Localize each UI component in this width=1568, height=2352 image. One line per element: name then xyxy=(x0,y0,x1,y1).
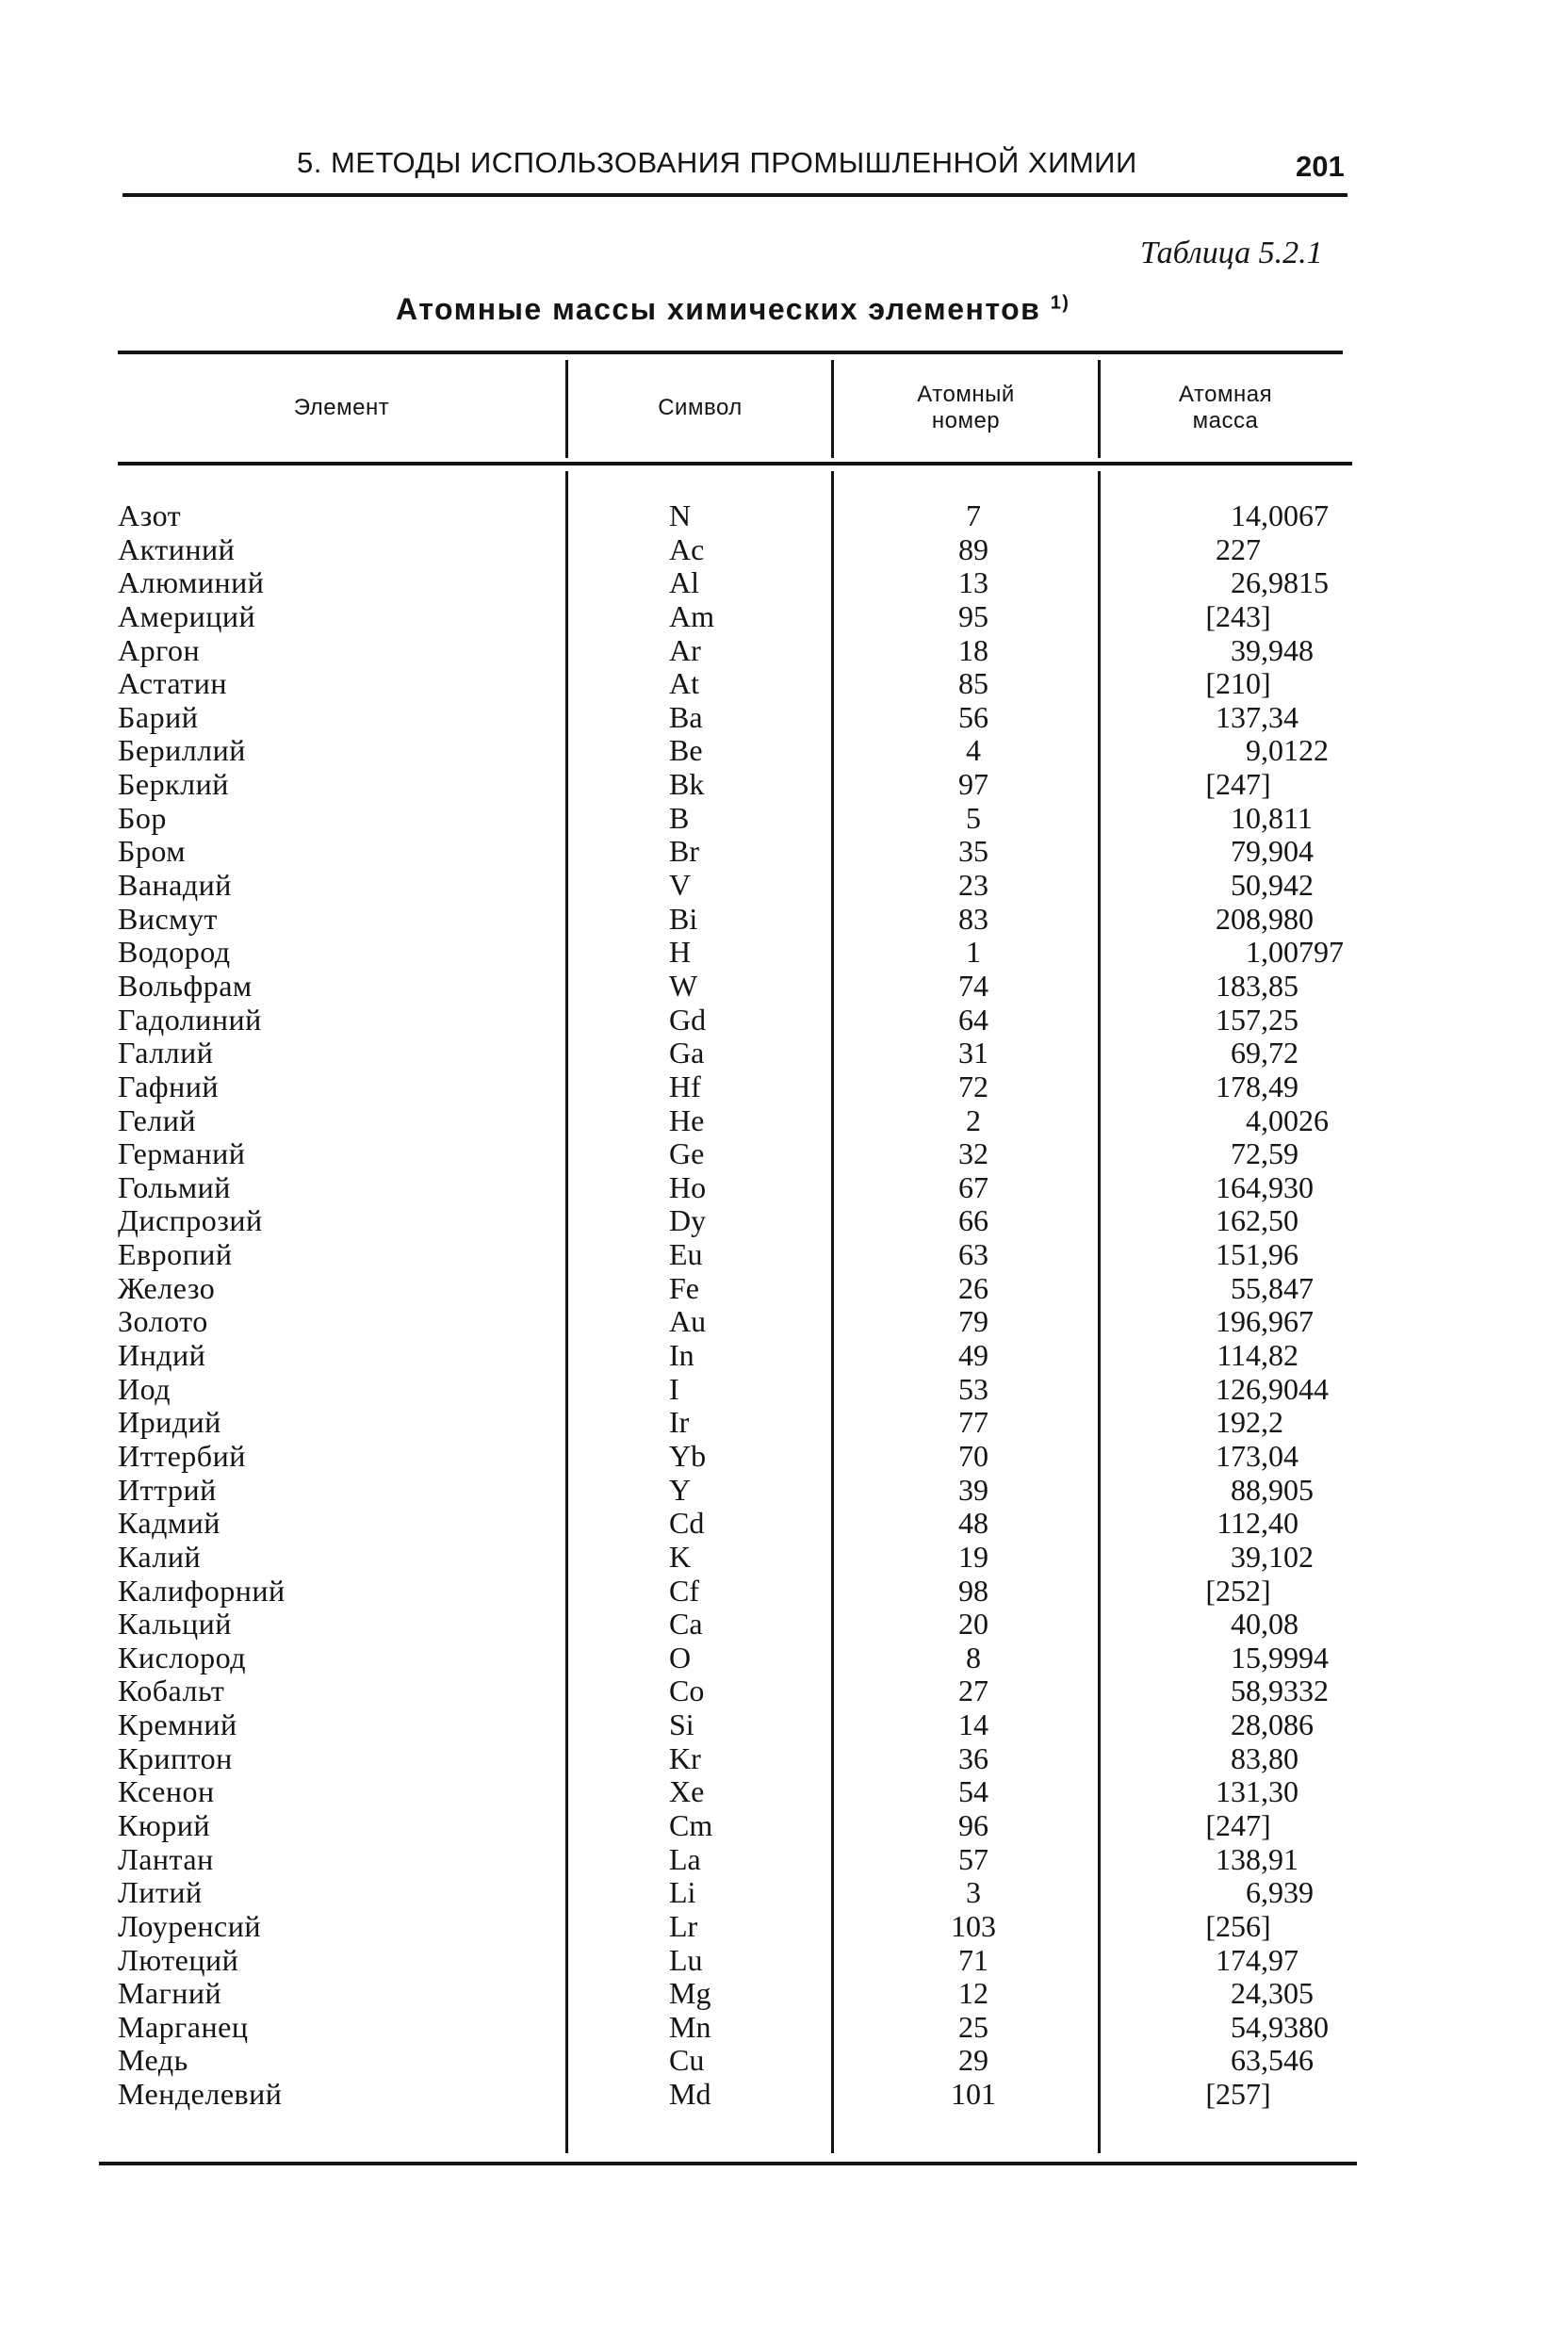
element-symbol-cell: Xe xyxy=(669,1774,705,1809)
element-name-cell: Ксенон xyxy=(118,1774,215,1809)
table-row xyxy=(118,499,1352,533)
atomic-mass-cell: [243] xyxy=(1205,598,1271,633)
element-name-cell: Кюрий xyxy=(118,1807,210,1842)
table-row xyxy=(118,1070,1352,1104)
element-name-cell: Азот xyxy=(118,498,182,532)
table-row xyxy=(118,1674,1352,1708)
atomic-mass-cell: [210] xyxy=(1205,666,1271,701)
table-row xyxy=(118,869,1352,903)
atomic-mass-cell: 40,08 xyxy=(1231,1607,1298,1642)
element-name-cell: Европий xyxy=(118,1237,233,1272)
table-row xyxy=(118,768,1352,802)
atomic-number-cell: 79 xyxy=(958,1304,988,1339)
running-header xyxy=(122,137,1348,193)
column-divider xyxy=(565,360,568,458)
atomic-mass-cell: 39,948 xyxy=(1231,632,1314,667)
atomic-number-cell: 39 xyxy=(958,1472,988,1507)
element-name-cell: Вольфрам xyxy=(118,968,253,1003)
atomic-number-cell: 53 xyxy=(958,1371,988,1406)
column-header-atomic-number-line2: номер xyxy=(931,408,1001,433)
atomic-number-cell: 35 xyxy=(958,834,988,869)
table-row xyxy=(118,2011,1352,2045)
atomic-mass-cell: 63,546 xyxy=(1231,2043,1314,2078)
table-row xyxy=(118,634,1352,668)
table-row xyxy=(118,1944,1352,1978)
atomic-mass-cell: 196,967 xyxy=(1216,1304,1314,1339)
element-symbol-cell: Eu xyxy=(669,1237,703,1272)
atomic-number-cell: 96 xyxy=(958,1807,988,1842)
element-symbol-cell: La xyxy=(669,1841,701,1876)
atomic-mass-cell: 55,847 xyxy=(1231,1270,1314,1305)
element-symbol-cell: Dy xyxy=(669,1203,707,1238)
element-name-cell: Бор xyxy=(118,800,167,835)
atomic-number-cell: 36 xyxy=(958,1740,988,1775)
atomic-mass-cell: 58,9332 xyxy=(1231,1674,1329,1708)
atomic-number-cell: 85 xyxy=(958,666,988,701)
table-row xyxy=(118,1406,1352,1440)
atomic-mass-cell: 208,980 xyxy=(1216,901,1314,936)
atomic-mass-cell: 227 xyxy=(1216,531,1261,566)
atomic-number-cell: 57 xyxy=(958,1841,988,1876)
table-row xyxy=(118,1339,1352,1373)
table-row xyxy=(118,1708,1352,1742)
element-name-cell: Гафний xyxy=(118,1069,220,1103)
page-number: 201 xyxy=(1296,150,1345,183)
element-name-cell: Калифорний xyxy=(118,1573,286,1608)
atomic-mass-cell: 1,00797 xyxy=(1246,935,1344,970)
element-symbol-cell: Al xyxy=(669,565,699,600)
element-name-cell: Диспрозий xyxy=(118,1203,263,1238)
element-name-cell: Лоуренсий xyxy=(118,1908,261,1943)
atomic-number-cell: 54 xyxy=(958,1774,988,1809)
atomic-mass-cell: 164,930 xyxy=(1216,1169,1314,1204)
element-name-cell: Аргон xyxy=(118,632,201,667)
atomic-mass-cell: 24,305 xyxy=(1231,1976,1314,2011)
element-symbol-cell: H xyxy=(669,935,692,970)
table-row xyxy=(118,1642,1352,1675)
atomic-number-cell: 70 xyxy=(958,1438,988,1473)
atomic-number-cell: 49 xyxy=(958,1338,988,1373)
atomic-number-cell: 63 xyxy=(958,1237,988,1272)
element-name-cell: Иридий xyxy=(118,1405,221,1440)
element-name-cell: Галлий xyxy=(118,1036,214,1070)
atomic-mass-cell: [256] xyxy=(1205,1908,1271,1943)
element-symbol-cell: At xyxy=(669,666,699,701)
table-row xyxy=(118,903,1352,937)
atomic-number-cell: 31 xyxy=(958,1036,988,1070)
running-title: 5. МЕТОДЫ ИСПОЛЬЗОВАНИЯ ПРОМЫШЛЕННОЙ ХИМИИ xyxy=(297,146,1137,179)
atomic-mass-cell: 79,904 xyxy=(1231,834,1314,869)
table-row xyxy=(118,1541,1352,1575)
atomic-mass-cell: 178,49 xyxy=(1216,1069,1298,1103)
element-name-cell: Литий xyxy=(118,1875,203,1910)
column-divider xyxy=(1098,360,1101,458)
element-symbol-cell: V xyxy=(669,868,692,903)
element-symbol-cell: Ge xyxy=(669,1136,705,1171)
atomic-number-cell: 29 xyxy=(958,2043,988,2078)
element-symbol-cell: Hf xyxy=(669,1069,701,1103)
table-row xyxy=(118,1204,1352,1238)
table-row xyxy=(118,936,1352,970)
atomic-mass-cell: 112,40 xyxy=(1217,1506,1298,1541)
table-row xyxy=(118,1474,1352,1508)
atomic-number-cell: 14 xyxy=(958,1707,988,1742)
element-name-cell: Кислород xyxy=(118,1640,246,1674)
table-row xyxy=(118,1742,1352,1776)
atomic-number-cell: 19 xyxy=(958,1539,988,1574)
atomic-mass-cell: 50,942 xyxy=(1231,868,1314,903)
atomic-mass-cell: 126,9044 xyxy=(1216,1371,1329,1406)
table-row xyxy=(118,566,1352,600)
element-name-cell: Марганец xyxy=(118,2009,249,2044)
atomic-mass-cell: 54,9380 xyxy=(1231,2009,1329,2044)
element-symbol-cell: Fe xyxy=(669,1270,699,1305)
table-row xyxy=(118,1507,1352,1541)
table-label: Таблица 5.2.1 xyxy=(1140,236,1323,270)
table-row xyxy=(118,1775,1352,1809)
element-name-cell: Актиний xyxy=(118,531,236,566)
atomic-number-cell: 3 xyxy=(966,1875,981,1910)
atomic-number-cell: 48 xyxy=(958,1506,988,1541)
table-row xyxy=(118,1977,1352,2011)
atomic-number-cell: 83 xyxy=(958,901,988,936)
atomic-mass-cell: 137,34 xyxy=(1216,699,1298,734)
element-name-cell: Гадолиний xyxy=(118,1002,262,1037)
element-symbol-cell: Co xyxy=(669,1674,705,1708)
element-symbol-cell: W xyxy=(669,968,698,1003)
atomic-number-cell: 89 xyxy=(958,531,988,566)
atomic-mass-cell: 15,9994 xyxy=(1231,1640,1329,1674)
element-symbol-cell: Cu xyxy=(669,2043,705,2078)
element-name-cell: Бром xyxy=(118,834,187,869)
atomic-mass-cell: 83,80 xyxy=(1231,1740,1298,1775)
atomic-number-cell: 101 xyxy=(951,2077,996,2112)
element-name-cell: Магний xyxy=(118,1976,222,2011)
table-row xyxy=(118,1137,1352,1171)
table-row xyxy=(118,1809,1352,1843)
atomic-mass-cell: 157,25 xyxy=(1216,1002,1298,1037)
table-row xyxy=(118,1104,1352,1138)
atomic-mass-cell: 183,85 xyxy=(1216,968,1298,1003)
element-symbol-cell: Br xyxy=(669,834,699,869)
table-row xyxy=(118,2044,1352,2078)
atomic-number-cell: 7 xyxy=(966,498,981,532)
element-name-cell: Висмут xyxy=(118,901,218,936)
element-name-cell: Медь xyxy=(118,2043,188,2078)
table-row xyxy=(118,1910,1352,1944)
element-symbol-cell: Si xyxy=(669,1707,694,1742)
element-name-cell: Лантан xyxy=(118,1841,214,1876)
element-symbol-cell: Kr xyxy=(669,1740,701,1775)
table-row xyxy=(118,802,1352,836)
atomic-number-cell: 13 xyxy=(958,565,988,600)
header-rule xyxy=(122,193,1348,197)
atomic-number-cell: 74 xyxy=(958,968,988,1003)
table-row xyxy=(118,1876,1352,1910)
table-row xyxy=(118,1608,1352,1642)
column-header-element-label: Элемент xyxy=(293,395,390,420)
atomic-number-cell: 27 xyxy=(958,1674,988,1708)
table-row xyxy=(118,1272,1352,1306)
element-name-cell: Кальций xyxy=(118,1607,232,1642)
column-header-symbol-label: Символ xyxy=(658,395,743,420)
element-symbol-cell: Cm xyxy=(669,1807,713,1842)
atomic-number-cell: 56 xyxy=(958,699,988,734)
element-name-cell: Кадмий xyxy=(118,1506,220,1541)
atomic-number-cell: 4 xyxy=(966,733,981,768)
element-symbol-cell: N xyxy=(669,498,692,532)
element-symbol-cell: B xyxy=(669,800,690,835)
element-symbol-cell: Ho xyxy=(669,1169,707,1204)
element-symbol-cell: Cd xyxy=(669,1506,705,1541)
table-row xyxy=(118,2078,1352,2112)
column-header-atomic-mass-line1: Атомная xyxy=(1178,382,1273,407)
element-name-cell: Астатин xyxy=(118,666,227,701)
table-row xyxy=(118,970,1352,1004)
table-caption xyxy=(396,292,1070,327)
table-row xyxy=(118,1373,1352,1407)
element-symbol-cell: O xyxy=(669,1640,692,1674)
atomic-mass-cell: 131,30 xyxy=(1216,1774,1298,1809)
table-row xyxy=(118,1440,1352,1474)
element-name-cell: Железо xyxy=(118,1270,216,1305)
table-row xyxy=(118,533,1352,567)
atomic-number-cell: 71 xyxy=(958,1942,988,1977)
atomic-mass-cell: [247] xyxy=(1205,767,1271,802)
atomic-number-cell: 103 xyxy=(951,1908,996,1943)
table-row xyxy=(118,1238,1352,1272)
element-name-cell: Калий xyxy=(118,1539,202,1574)
element-symbol-cell: Md xyxy=(669,2077,711,2112)
element-symbol-cell: He xyxy=(669,1102,705,1137)
table-row xyxy=(118,1575,1352,1609)
element-symbol-cell: Li xyxy=(669,1875,696,1910)
element-name-cell: Берклий xyxy=(118,767,229,802)
atomic-number-cell: 2 xyxy=(966,1102,981,1137)
element-symbol-cell: Y xyxy=(669,1472,692,1507)
element-symbol-cell: Am xyxy=(669,598,714,633)
element-symbol-cell: Au xyxy=(669,1304,707,1339)
element-symbol-cell: Lu xyxy=(669,1942,703,1977)
table-row xyxy=(118,1305,1352,1339)
element-symbol-cell: Ac xyxy=(669,531,705,566)
element-name-cell: Водород xyxy=(118,935,231,970)
atomic-mass-cell: [257] xyxy=(1205,2077,1271,2112)
atomic-number-cell: 23 xyxy=(958,868,988,903)
atomic-mass-cell: 192,2 xyxy=(1216,1405,1283,1440)
element-name-cell: Гелий xyxy=(118,1102,196,1137)
atomic-mass-cell: 72,59 xyxy=(1231,1136,1298,1171)
table-row xyxy=(118,667,1352,701)
element-name-cell: Германий xyxy=(118,1136,246,1171)
atomic-mass-cell: 4,0026 xyxy=(1246,1102,1329,1137)
table-row xyxy=(118,1171,1352,1205)
element-name-cell: Ванадий xyxy=(118,868,232,903)
element-name-cell: Лютеций xyxy=(118,1942,239,1977)
atomic-number-cell: 26 xyxy=(958,1270,988,1305)
element-name-cell: Менделевий xyxy=(118,2077,283,2112)
element-name-cell: Индий xyxy=(118,1338,206,1373)
atomic-number-cell: 95 xyxy=(958,598,988,633)
table-row xyxy=(118,734,1352,768)
element-symbol-cell: Be xyxy=(669,733,703,768)
atomic-mass-cell: 114,82 xyxy=(1217,1338,1298,1373)
element-name-cell: Кобальт xyxy=(118,1674,225,1708)
atomic-number-cell: 67 xyxy=(958,1169,988,1204)
atomic-number-cell: 66 xyxy=(958,1203,988,1238)
element-symbol-cell: Yb xyxy=(669,1438,707,1473)
atomic-mass-cell: 138,91 xyxy=(1216,1841,1298,1876)
element-name-cell: Иод xyxy=(118,1371,171,1406)
atomic-number-cell: 77 xyxy=(958,1405,988,1440)
atomic-mass-cell: 10,811 xyxy=(1231,800,1313,835)
element-symbol-cell: Gd xyxy=(669,1002,707,1037)
atomic-number-cell: 18 xyxy=(958,632,988,667)
element-name-cell: Иттербий xyxy=(118,1438,246,1473)
atomic-number-cell: 8 xyxy=(966,1640,981,1674)
element-name-cell: Алюминий xyxy=(118,565,265,600)
column-header-atomic-number-line1: Атомный xyxy=(917,382,1015,407)
element-symbol-cell: K xyxy=(669,1539,692,1574)
element-symbol-cell: I xyxy=(669,1371,679,1406)
element-symbol-cell: Ba xyxy=(669,699,703,734)
atomic-number-cell: 64 xyxy=(958,1002,988,1037)
table-caption-text: Атомные массы химических элементов xyxy=(396,292,1041,326)
element-symbol-cell: Ar xyxy=(669,632,701,667)
table-row xyxy=(118,600,1352,634)
element-symbol-cell: Bk xyxy=(669,767,705,802)
atomic-mass-cell: [247] xyxy=(1205,1807,1271,1842)
atomic-number-cell: 1 xyxy=(966,935,981,970)
table-row xyxy=(118,1004,1352,1037)
atomic-number-cell: 97 xyxy=(958,767,988,802)
atomic-mass-cell: 151,96 xyxy=(1216,1237,1298,1272)
column-divider xyxy=(831,360,834,458)
atomic-mass-cell: 69,72 xyxy=(1231,1036,1298,1070)
element-symbol-cell: In xyxy=(669,1338,694,1373)
element-name-cell: Золото xyxy=(118,1304,208,1339)
atomic-mass-cell: 88,905 xyxy=(1231,1472,1314,1507)
element-name-cell: Кремний xyxy=(118,1707,237,1742)
element-symbol-cell: Mn xyxy=(669,2009,711,2044)
element-name-cell: Бериллий xyxy=(118,733,246,768)
table-row xyxy=(118,835,1352,869)
atomic-mass-cell: 174,97 xyxy=(1216,1942,1298,1977)
atomic-mass-cell: [252] xyxy=(1205,1573,1271,1608)
element-symbol-cell: Ca xyxy=(669,1607,703,1642)
atomic-mass-cell: 39,102 xyxy=(1231,1539,1314,1574)
atomic-mass-cell: 28,086 xyxy=(1231,1707,1314,1742)
table-header-rule xyxy=(118,462,1352,466)
element-symbol-cell: Ga xyxy=(669,1036,705,1070)
atomic-mass-table xyxy=(118,351,1352,2169)
atomic-mass-cell: 14,0067 xyxy=(1231,498,1329,532)
atomic-number-cell: 12 xyxy=(958,1976,988,2011)
element-symbol-cell: Ir xyxy=(669,1405,690,1440)
atomic-number-cell: 72 xyxy=(958,1069,988,1103)
column-header-symbol xyxy=(568,354,832,462)
element-name-cell: Барий xyxy=(118,699,199,734)
atomic-mass-cell: 6,939 xyxy=(1246,1875,1314,1910)
atomic-number-cell: 25 xyxy=(958,2009,988,2044)
element-name-cell: Америций xyxy=(118,598,256,633)
column-header-atomic-mass-line2: масса xyxy=(1192,408,1259,433)
atomic-mass-cell: 9,0122 xyxy=(1246,733,1329,768)
atomic-number-cell: 20 xyxy=(958,1607,988,1642)
table-row xyxy=(118,1037,1352,1070)
column-header-atomic-mass xyxy=(1101,354,1350,462)
element-name-cell: Криптон xyxy=(118,1740,233,1775)
footnote-mark: 1) xyxy=(1050,292,1070,314)
element-name-cell: Гольмий xyxy=(118,1169,231,1204)
element-symbol-cell: Mg xyxy=(669,1976,711,2011)
element-symbol-cell: Lr xyxy=(669,1908,698,1943)
atomic-mass-cell: 26,9815 xyxy=(1231,565,1329,600)
element-symbol-cell: Bi xyxy=(669,901,698,936)
atomic-number-cell: 5 xyxy=(966,800,981,835)
table-row xyxy=(118,701,1352,735)
atomic-number-cell: 98 xyxy=(958,1573,988,1608)
column-header-element xyxy=(118,354,565,462)
element-symbol-cell: Cf xyxy=(669,1573,699,1608)
atomic-mass-cell: 173,04 xyxy=(1216,1438,1298,1473)
column-header-atomic-number xyxy=(834,354,1098,462)
atomic-mass-cell: 162,50 xyxy=(1216,1203,1298,1238)
element-name-cell: Иттрий xyxy=(118,1472,217,1507)
table-row xyxy=(118,1843,1352,1877)
atomic-number-cell: 32 xyxy=(958,1136,988,1171)
table-bottom-rule xyxy=(99,2162,1357,2165)
table-body xyxy=(118,499,1352,2112)
